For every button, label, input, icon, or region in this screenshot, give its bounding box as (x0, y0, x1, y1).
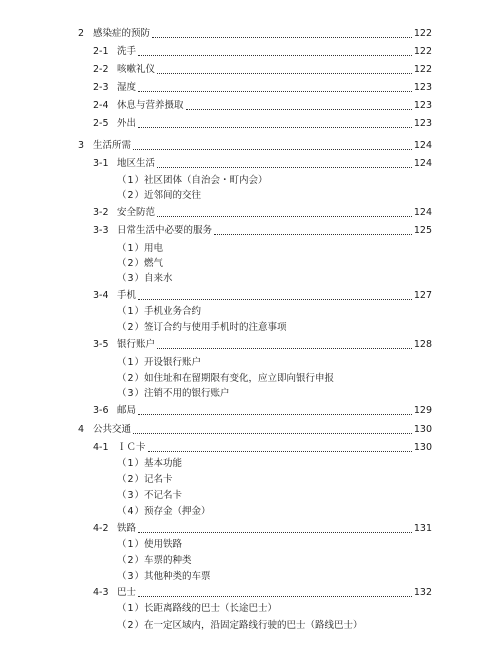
toc-page-number: 130 (413, 442, 432, 453)
toc-entry-number: （2） (117, 373, 146, 384)
toc-page-number: 129 (413, 405, 432, 416)
toc-entry-number: （1） (117, 306, 146, 317)
toc-entry-title: 邮局 (117, 405, 137, 416)
toc-entry[interactable] (0, 585, 477, 601)
toc-entry[interactable] (0, 80, 477, 96)
toc-entry-title: 巴士 (117, 587, 137, 598)
toc-entry-title: 燃气 (144, 258, 164, 269)
toc-page-number: 124 (413, 140, 432, 151)
toc-entry-title: 铁路 (117, 523, 137, 534)
toc-dot-leader (157, 216, 412, 217)
toc-entry-number: （1） (117, 603, 146, 614)
toc-entry[interactable] (0, 403, 477, 419)
toc-entry-title: 手机 (117, 290, 137, 301)
toc-entry-title: 不记名卡 (144, 490, 183, 501)
toc-entry-title: 基本功能 (144, 458, 183, 469)
toc-entry-title: 感染症的预防 (93, 28, 151, 39)
toc-dot-leader (157, 348, 412, 349)
toc-entry[interactable] (0, 188, 477, 204)
toc-entry-number: 3-1 (93, 158, 109, 169)
toc-page-number: 122 (413, 64, 432, 75)
toc-entry[interactable] (0, 371, 477, 387)
toc-entry[interactable] (0, 337, 477, 353)
toc-entry[interactable] (0, 601, 477, 617)
toc-entry[interactable] (0, 456, 477, 472)
toc-entry[interactable] (0, 138, 477, 154)
toc-entry-title: 公共交通 (93, 424, 132, 435)
toc-entry-number: 2-1 (93, 46, 109, 57)
toc-dot-leader (133, 433, 412, 434)
toc-entry-number: （2） (117, 258, 146, 269)
toc-entry[interactable] (0, 422, 477, 438)
toc-entry-number: （3） (117, 273, 146, 284)
toc-dot-leader (214, 234, 412, 235)
toc-entry-number: 4-1 (93, 442, 109, 453)
toc-entry-number: （1） (117, 175, 146, 186)
toc-entry-title: 自来水 (144, 273, 173, 284)
toc-entry-number: 2-3 (93, 82, 109, 93)
toc-entry[interactable] (0, 521, 477, 537)
toc-entry-title: 注销不用的银行账户 (144, 388, 230, 399)
toc-entry-title: 地区生活 (117, 158, 156, 169)
toc-entry-number: 3-6 (93, 405, 109, 416)
toc-entry-number: （2） (117, 474, 146, 485)
toc-entry[interactable] (0, 223, 477, 239)
toc-entry-number: （2） (117, 620, 146, 631)
toc-dot-leader (133, 149, 412, 150)
toc-dot-leader (138, 55, 412, 56)
toc-entry-title: 长距离路线的巴士（长途巴士） (144, 603, 278, 614)
toc-entry-number: （3） (117, 388, 146, 399)
toc-entry-title: 银行账户 (117, 339, 156, 350)
toc-page-number: 128 (413, 339, 432, 350)
toc-entry-title: 湿度 (117, 82, 137, 93)
toc-entry-number: 2-2 (93, 64, 109, 75)
toc-entry-number: 3-3 (93, 225, 109, 236)
toc-entry[interactable] (0, 288, 477, 304)
toc-page-number: 122 (413, 28, 432, 39)
toc-entry-title: 其他种类的车票 (144, 571, 211, 582)
toc-entry[interactable] (0, 44, 477, 60)
toc-entry[interactable] (0, 205, 477, 221)
toc-entry[interactable] (0, 241, 477, 257)
toc-entry[interactable] (0, 98, 477, 114)
toc-entry[interactable] (0, 440, 477, 456)
toc-entry[interactable] (0, 386, 477, 402)
toc-entry-title: 记名卡 (144, 474, 173, 485)
toc-page-number: 130 (413, 424, 432, 435)
toc-entry[interactable] (0, 569, 477, 585)
toc-entry-title: 车票的种类 (144, 555, 192, 566)
toc-entry-number: 4 (78, 424, 85, 435)
toc-entry[interactable] (0, 156, 477, 172)
toc-entry-title: 手机业务合约 (144, 306, 202, 317)
toc-entry[interactable] (0, 488, 477, 504)
toc-page-number: 123 (413, 100, 432, 111)
toc-entry[interactable] (0, 271, 477, 287)
toc-entry[interactable] (0, 256, 477, 272)
toc-entry-number: （3） (117, 490, 146, 501)
toc-page-number: 123 (413, 118, 432, 129)
toc-entry[interactable] (0, 26, 477, 42)
toc-page-number: 124 (413, 158, 432, 169)
toc-entry-title: 用电 (144, 243, 164, 254)
toc-entry-title: 日常生活中必要的服务 (117, 225, 213, 236)
toc-page-number: 132 (413, 587, 432, 598)
toc-page-number: 122 (413, 46, 432, 57)
toc-entry-title: 外出 (117, 118, 137, 129)
toc-entry-title: 近邻间的交往 (144, 190, 202, 201)
toc-dot-leader (138, 127, 412, 128)
toc-entry[interactable] (0, 355, 477, 371)
toc-dot-leader (157, 167, 412, 168)
toc-entry[interactable] (0, 304, 477, 320)
toc-entry-title: 签订合约与使用手机时的注意事项 (144, 322, 287, 333)
toc-page-number: 125 (413, 225, 432, 236)
toc-page-number: 123 (413, 82, 432, 93)
toc-entry-title: 预存金（押金） (144, 506, 211, 517)
toc-entry-title: 使用铁路 (144, 539, 183, 550)
toc-dot-leader (148, 451, 412, 452)
toc-entry[interactable] (0, 116, 477, 132)
toc-entry-title: 休息与营养摄取 (117, 100, 184, 111)
toc-entry-title: 安全防范 (117, 207, 156, 218)
toc-page-number: 131 (413, 523, 432, 534)
toc-entry-number: （3） (117, 571, 146, 582)
toc-entry-number: （1） (117, 458, 146, 469)
toc-dot-leader (138, 299, 412, 300)
toc-entry[interactable] (0, 553, 477, 569)
toc-entry-number: 3-2 (93, 207, 109, 218)
toc-entry-number: 3-5 (93, 339, 109, 350)
toc-entry-number: （4） (117, 506, 146, 517)
toc-entry-number: （1） (117, 243, 146, 254)
toc-entry[interactable] (0, 173, 477, 189)
toc-entry-title: 生活所需 (93, 140, 132, 151)
toc-entry-number: 3-4 (93, 290, 109, 301)
toc-entry[interactable] (0, 320, 477, 336)
toc-entry-title: 咳嗽礼仪 (117, 64, 156, 75)
toc-entry-title: 开设银行账户 (144, 357, 202, 368)
toc-page-number: 127 (413, 290, 432, 301)
toc-entry-title: ＩＣ卡 (117, 442, 146, 453)
toc-entry-number: 2-5 (93, 118, 109, 129)
toc-entry-number: 3 (78, 140, 85, 151)
toc-dot-leader (152, 37, 412, 38)
toc-entry-number: 2 (78, 28, 85, 39)
toc-entry-number: （1） (117, 539, 146, 550)
toc-dot-leader (138, 91, 412, 92)
toc-entry-number: （2） (117, 555, 146, 566)
toc-entry-number: （2） (117, 190, 146, 201)
toc-dot-leader (186, 109, 412, 110)
toc-page-number: 124 (413, 207, 432, 218)
toc-entry[interactable] (0, 537, 477, 553)
toc-entry-number: 2-4 (93, 100, 109, 111)
toc-entry-number: 4-2 (93, 523, 109, 534)
toc-entry-title: 在一定区域内，沿固定路线行驶的巴士（路线巴士） (144, 620, 363, 631)
toc-entry-title: 洗手 (117, 46, 137, 57)
toc-dot-leader (138, 596, 412, 597)
toc-entry-title: 如住址和在留期限有变化，应立即向银行申报 (144, 373, 335, 384)
toc-entry-number: （2） (117, 322, 146, 333)
toc-entry[interactable] (0, 618, 477, 634)
toc-dot-leader (138, 414, 412, 415)
toc-entry[interactable] (0, 504, 477, 520)
toc-dot-leader (157, 73, 412, 74)
toc-entry-number: 4-3 (93, 587, 109, 598)
toc-entry[interactable] (0, 62, 477, 78)
toc-entry[interactable] (0, 472, 477, 488)
toc-entry-number: （1） (117, 357, 146, 368)
toc-dot-leader (138, 532, 412, 533)
toc-entry-title: 社区团体（自治会・町内会） (144, 175, 268, 186)
